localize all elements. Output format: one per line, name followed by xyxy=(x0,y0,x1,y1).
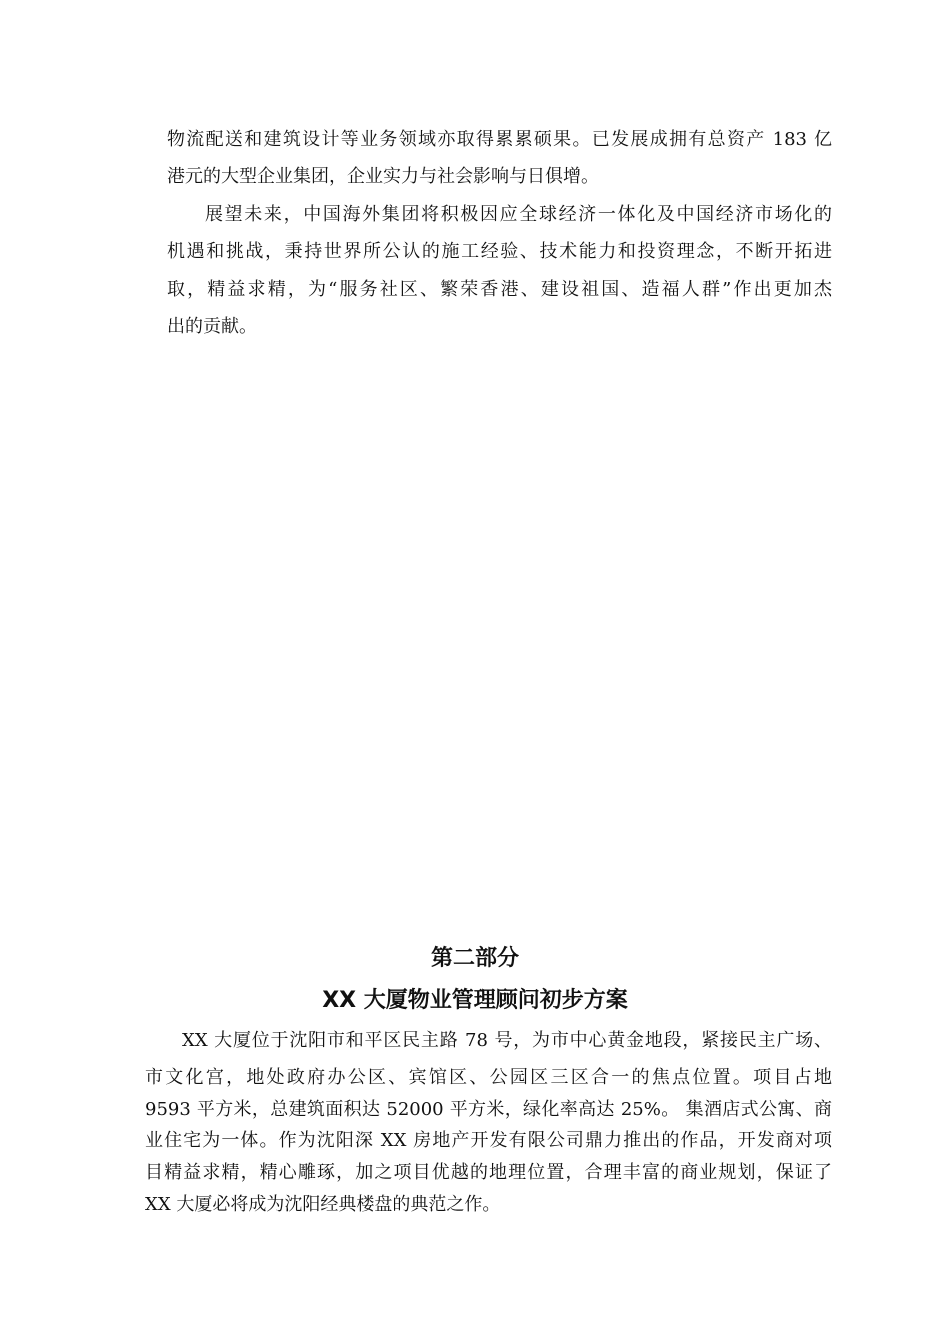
section-subheading: XX 大厦物业管理顾问初步方案 xyxy=(322,988,628,1013)
paragraph-line: 展望未来，中国海外集团将积极因应全球经济一体化及中国经济市场化的 xyxy=(205,204,832,225)
paragraph-line: 目精益求精，精心雕琢，加之项目优越的地理位置，合理丰富的商业规划，保证了 xyxy=(145,1162,832,1183)
paragraph-line: 物流配送和建筑设计等业务领域亦取得累累硕果。已发展成拥有总资产 183 亿 xyxy=(167,129,832,150)
paragraph-line: 港元的大型企业集团，企业实力与社会影响与日俱增。 xyxy=(167,166,599,187)
paragraph-line: 市文化宫，地处政府办公区、宾馆区、公园区三区合一的焦点位置。项目占地 xyxy=(145,1067,832,1088)
paragraph-line: XX 大厦必将成为沈阳经典楼盘的典范之作。 xyxy=(145,1194,501,1215)
paragraph-line: 9593 平方米，总建筑面积达 52000 平方米，绿化率高达 25%。 集酒店式公寓、商 xyxy=(145,1099,832,1120)
paragraph-line: 取，精益求精，为“服务社区、繁荣香港、建设祖国、造福人群”作出更加杰 xyxy=(167,279,832,300)
paragraph-line: 机遇和挑战，秉持世界所公认的施工经验、技术能力和投资理念，不断开拓进 xyxy=(167,241,832,262)
paragraph-line: XX 大厦位于沈阳市和平区民主路 78 号，为市中心黄金地段，紧接民主广场、 xyxy=(182,1030,832,1051)
paragraph-line: 业住宅为一体。作为沈阳深 XX 房地产开发有限公司鼎力推出的作品，开发商对项 xyxy=(145,1130,832,1151)
paragraph-line: 出的贡献。 xyxy=(167,316,257,337)
section-heading: 第二部分 xyxy=(430,946,519,971)
